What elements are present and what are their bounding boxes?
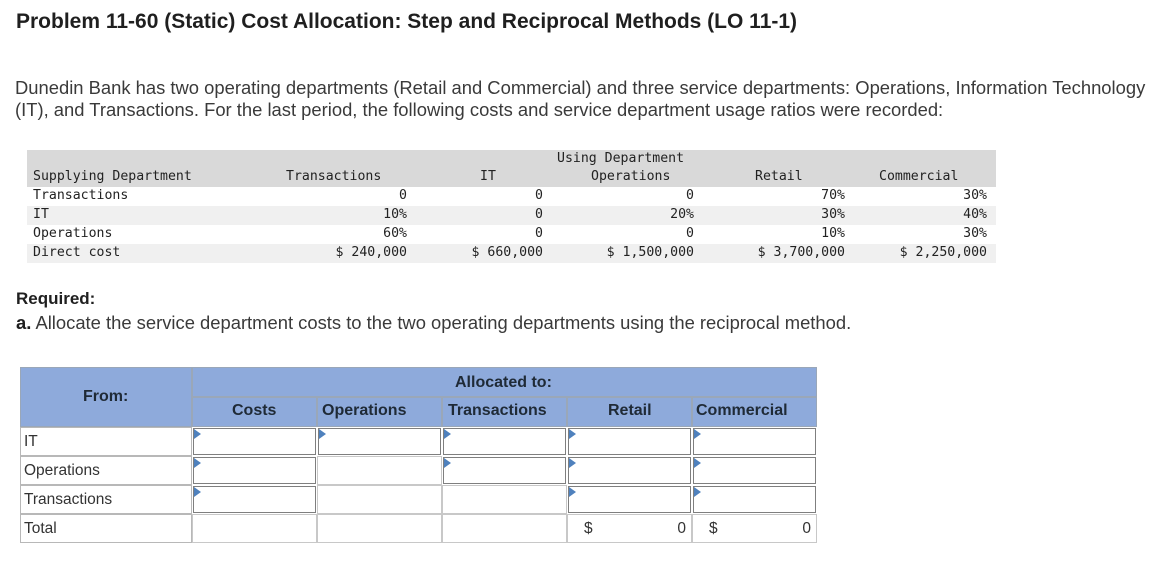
table-cell: $ 2,250,000 bbox=[899, 245, 987, 260]
allocated-to-label: Allocated to: bbox=[455, 374, 552, 391]
problem-intro: Dunedin Bank has two operating departments (Retail and Commercial) and three service departments: Operations, Information Technology (IT), and Transactions. For the last period, the following costs and service department usage ratios were recorded: bbox=[15, 77, 1146, 120]
required-heading: Required: bbox=[16, 289, 96, 308]
table-cell: 0 bbox=[399, 188, 407, 203]
table-cell: 30% bbox=[963, 188, 987, 203]
row-label: IT bbox=[33, 207, 49, 222]
part-label: a. bbox=[16, 312, 32, 333]
allocated-header-cell bbox=[192, 367, 817, 397]
col-label: Transactions bbox=[448, 402, 547, 419]
problem-title: Problem 11-60 (Static) Cost Allocation: Step and Reciprocal Methods (LO 11-1) bbox=[16, 10, 798, 33]
operations-costs-input[interactable] bbox=[193, 457, 316, 484]
row-label: Direct cost bbox=[33, 245, 121, 260]
row-label-transactions: Transactions bbox=[20, 485, 192, 514]
transactions-costs-input[interactable] bbox=[193, 486, 316, 513]
table-header-row bbox=[27, 150, 996, 168]
from-header-cell bbox=[20, 367, 192, 427]
usage-data-table bbox=[27, 150, 996, 263]
header-operations: Operations bbox=[591, 169, 671, 184]
it-costs-input[interactable] bbox=[193, 428, 316, 455]
row-label-total: Total bbox=[20, 514, 192, 543]
table-cell: 70% bbox=[821, 188, 845, 203]
table-cell: 0 bbox=[535, 188, 543, 203]
total-costs-blank bbox=[192, 514, 317, 543]
table-cell: $ 1,500,000 bbox=[606, 245, 694, 260]
col-header-costs bbox=[192, 397, 317, 427]
table-cell: 0 bbox=[535, 226, 543, 241]
table-cell: $ 240,000 bbox=[335, 245, 407, 260]
table-cell: 0 bbox=[686, 226, 694, 241]
it-retail-input[interactable] bbox=[568, 428, 691, 455]
col-header-transactions bbox=[442, 397, 567, 427]
total-retail-cell bbox=[567, 514, 692, 543]
table-cell: $ 660,000 bbox=[471, 245, 543, 260]
col-label: Retail bbox=[608, 402, 652, 419]
table-cell: 10% bbox=[383, 207, 407, 222]
total-retail-value: 0 bbox=[677, 520, 686, 537]
row-label-it: IT bbox=[20, 427, 192, 456]
it-transactions-input[interactable] bbox=[443, 428, 566, 455]
it-commercial-input[interactable] bbox=[693, 428, 816, 455]
total-commercial-currency: $ bbox=[709, 520, 718, 537]
table-cell: 30% bbox=[963, 226, 987, 241]
header-retail: Retail bbox=[755, 169, 803, 184]
table-cell: 10% bbox=[821, 226, 845, 241]
table-cell: 0 bbox=[535, 207, 543, 222]
table-row bbox=[27, 187, 996, 206]
col-label: Costs bbox=[232, 402, 277, 419]
operations-retail-input[interactable] bbox=[568, 457, 691, 484]
transactions-transactions-blank bbox=[442, 485, 567, 514]
header-supplying: Supplying Department bbox=[33, 169, 192, 184]
total-transactions-blank bbox=[442, 514, 567, 543]
required-part-a bbox=[16, 312, 851, 334]
total-commercial-value: 0 bbox=[802, 520, 811, 537]
table-row bbox=[27, 206, 996, 225]
transactions-retail-input[interactable] bbox=[568, 486, 691, 513]
table-cell: 40% bbox=[963, 207, 987, 222]
table-row bbox=[27, 225, 996, 244]
allocation-answer-grid bbox=[20, 367, 817, 542]
transactions-operations-blank bbox=[317, 485, 442, 514]
table-column-headers bbox=[27, 168, 996, 187]
operations-commercial-input[interactable] bbox=[693, 457, 816, 484]
operations-operations-blank bbox=[317, 456, 442, 485]
row-label: Operations bbox=[33, 226, 113, 241]
header-transactions: Transactions bbox=[286, 169, 382, 184]
col-label: Commercial bbox=[696, 402, 788, 419]
total-commercial-cell bbox=[692, 514, 817, 543]
row-label: Transactions bbox=[33, 188, 129, 203]
total-retail-currency: $ bbox=[584, 520, 593, 537]
col-label: Operations bbox=[322, 402, 407, 419]
table-cell: 0 bbox=[686, 188, 694, 203]
transactions-commercial-input[interactable] bbox=[693, 486, 816, 513]
table-cell: $ 3,700,000 bbox=[757, 245, 845, 260]
col-header-retail bbox=[567, 397, 692, 427]
from-label: From: bbox=[83, 388, 129, 405]
col-header-operations bbox=[317, 397, 442, 427]
col-header-commercial bbox=[692, 397, 817, 427]
header-commercial: Commercial bbox=[879, 169, 959, 184]
table-row bbox=[27, 244, 996, 263]
part-text: Allocate the service department costs to the two operating departments using the reciprocal method. bbox=[35, 312, 852, 333]
using-department-label: Using Department bbox=[557, 151, 685, 166]
it-operations-input[interactable] bbox=[318, 428, 441, 455]
table-cell: 20% bbox=[670, 207, 694, 222]
table-cell: 60% bbox=[383, 226, 407, 241]
row-label-operations: Operations bbox=[20, 456, 192, 485]
header-it: IT bbox=[480, 169, 496, 184]
total-operations-blank bbox=[317, 514, 442, 543]
operations-transactions-input[interactable] bbox=[443, 457, 566, 484]
table-cell: 30% bbox=[821, 207, 845, 222]
